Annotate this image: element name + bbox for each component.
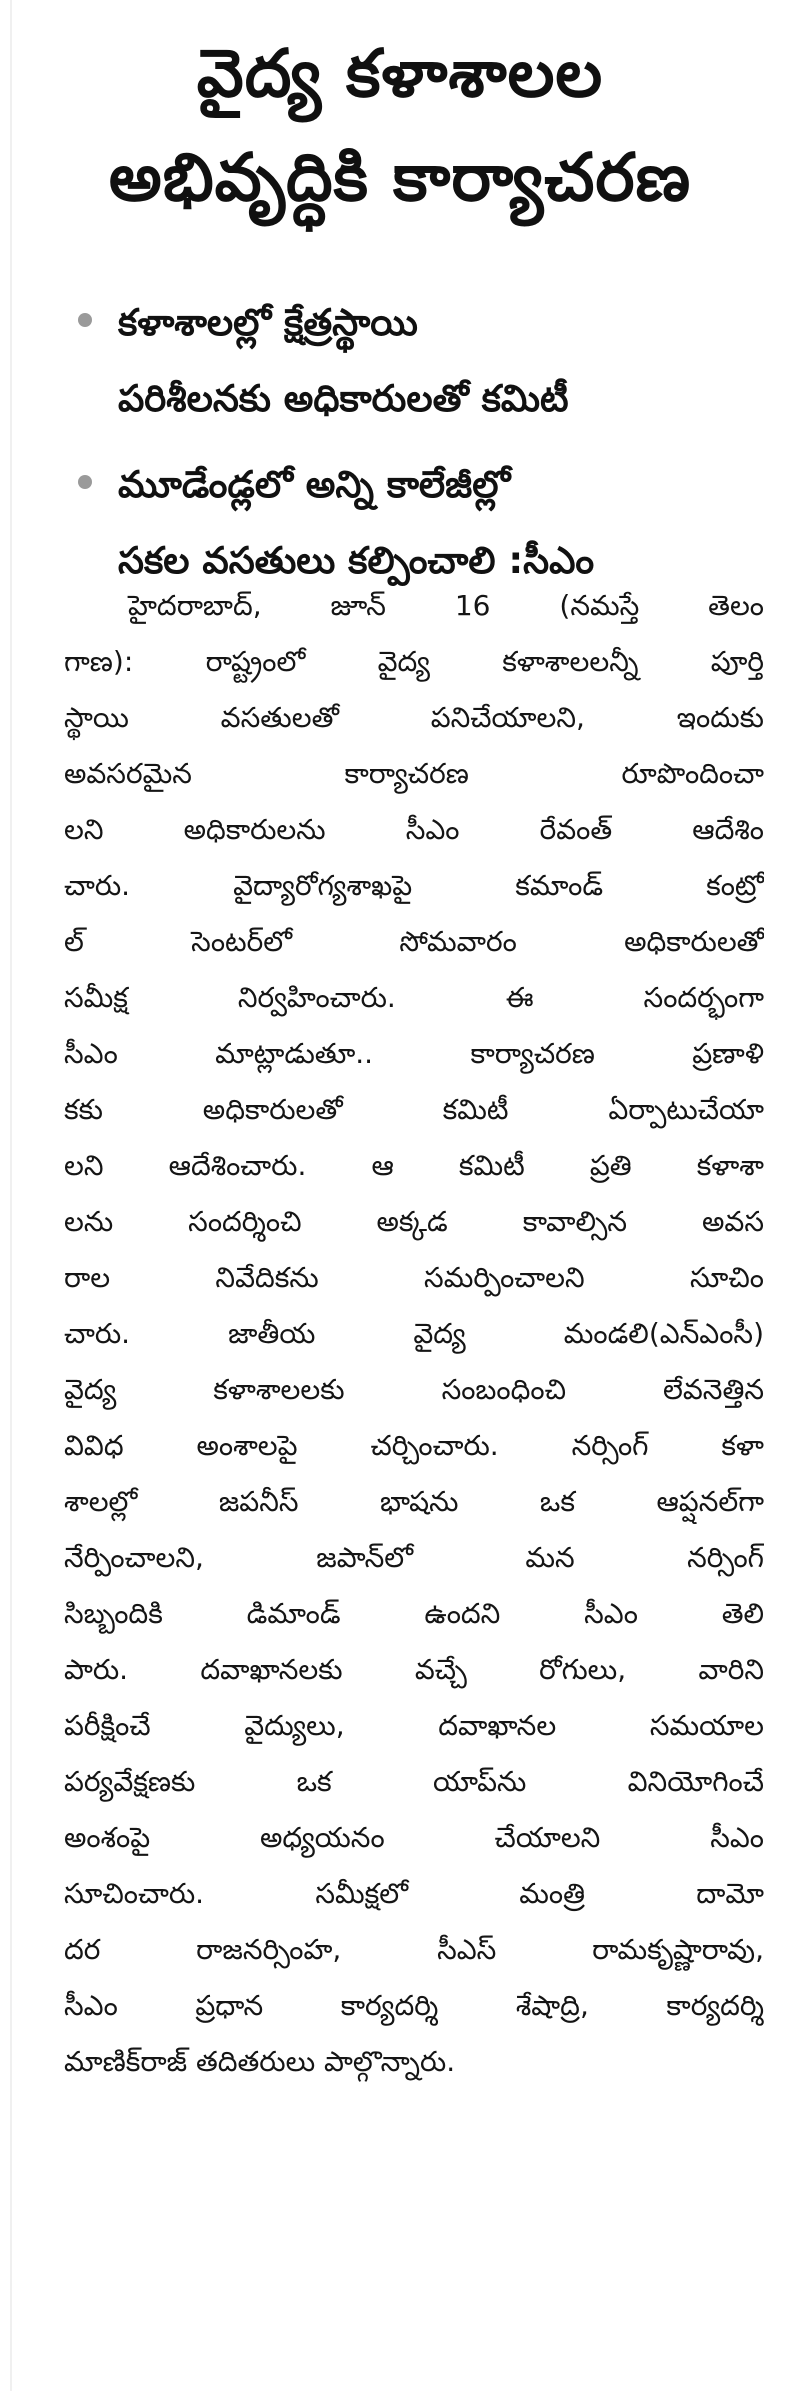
body-line: పర్యవేక్షణకు ఒక యాప్‌ను వినియోగించే [64,1765,764,1798]
body-line: సీఎం ప్రధాన కార్యదర్శి శేషాద్రి, కార్యదర్శి [64,1989,764,2022]
body-line: పరీక్షించే వైద్యులు, దవాఖానల సమయాల [64,1709,764,1742]
body-line: అవసరమైన కార్యాచరణ రూపొందించా [64,757,764,790]
bullet-icon [78,475,92,489]
body-line: లని అధికారులను సీఎం రేవంత్ ఆదేశిం [64,813,764,846]
headline-line-2: అభివృద్ధికి కార్యాచరణ [108,139,692,216]
highlight-line: పరిశీలనకు అధికారులతో కమిటీ [118,377,569,420]
body-line: చారు. వైద్యారోగ్యశాఖపై కమాండ్ కంట్రో [64,869,764,902]
body-line: సమీక్ష నిర్వహించారు. ఈ సందర్భంగా [64,981,764,1014]
body-line: లని ఆదేశించారు. ఆ కమిటీ ప్రతి కళాశా [64,1149,764,1182]
body-line: సూచించారు. సమీక్షలో మంత్రి దామో [64,1877,764,1910]
body-line: లను సందర్శించి అక్కడ కావాల్సిన అవస [64,1205,764,1238]
body-line: స్థాయి వసతులతో పనిచేయాలని, ఇందుకు [64,701,764,734]
body-line: సిబ్బందికి డిమాండ్ ఉందని సీఎం తెలి [64,1597,764,1630]
body-line: దర రాజనర్సింహ, సీఎస్ రామకృష్ణారావు, [64,1933,764,1966]
highlight-line: కళాశాలల్లో క్షేత్రస్థాయి [118,301,418,344]
body-line: చారు. జాతీయ వైద్య మండలి(ఎన్‌ఎంసీ) [64,1317,764,1350]
body-line: వివిధ అంశాలపై చర్చించారు. నర్సింగ్ కళా [64,1429,764,1462]
body-line: కకు అధికారులతో కమిటీ ఏర్పాటుచేయా [64,1093,764,1126]
body-line: పారు. దవాఖానలకు వచ్చే రోగులు, వారిని [64,1653,764,1686]
body-line: ల్ సెంటర్‌లో సోమవారం అధికారులతో [64,925,764,958]
highlights [78,285,778,609]
highlight-item [78,285,778,437]
body-line: రాల నివేదికను సమర్పించాలని సూచిం [64,1261,764,1294]
body-line: మాణిక్‌రాజ్ తదితరులు పాల్గొన్నారు. [64,2045,456,2078]
body-line: గాణ): రాష్ట్రంలో వైద్య కళాశాలలన్నీ పూర్తి [64,645,764,678]
highlight-line: సకల వసతులు కల్పించాలి :సీఎం [118,539,595,582]
column-rule [10,0,12,2391]
body-line: నేర్పించాలని, జపాన్‌లో మన నర్సింగ్ [64,1541,764,1574]
body-line: శాలల్లో జపనీస్ భాషను ఒక ఆప్షనల్‌గా [64,1485,764,1518]
body-line: సీఎం మాట్లాడుతూ.. కార్యాచరణ ప్రణాళి [64,1037,764,1070]
article-body [64,578,764,2090]
headline [0,22,800,230]
body-line: హైదరాబాద్, జూన్ 16 (నమస్తే తెలం [128,589,764,622]
headline-line-1: వైద్య కళాశాలల [196,35,604,112]
bullet-icon [78,313,92,327]
highlight-item [78,447,778,599]
body-line: అంశంపై అధ్యయనం చేయాలని సీఎం [64,1821,764,1854]
body-line: వైద్య కళాశాలలకు సంబంధించి లేవనెత్తిన [64,1373,764,1406]
highlight-line: మూడేండ్లలో అన్ని కాలేజీల్లో [118,463,511,506]
